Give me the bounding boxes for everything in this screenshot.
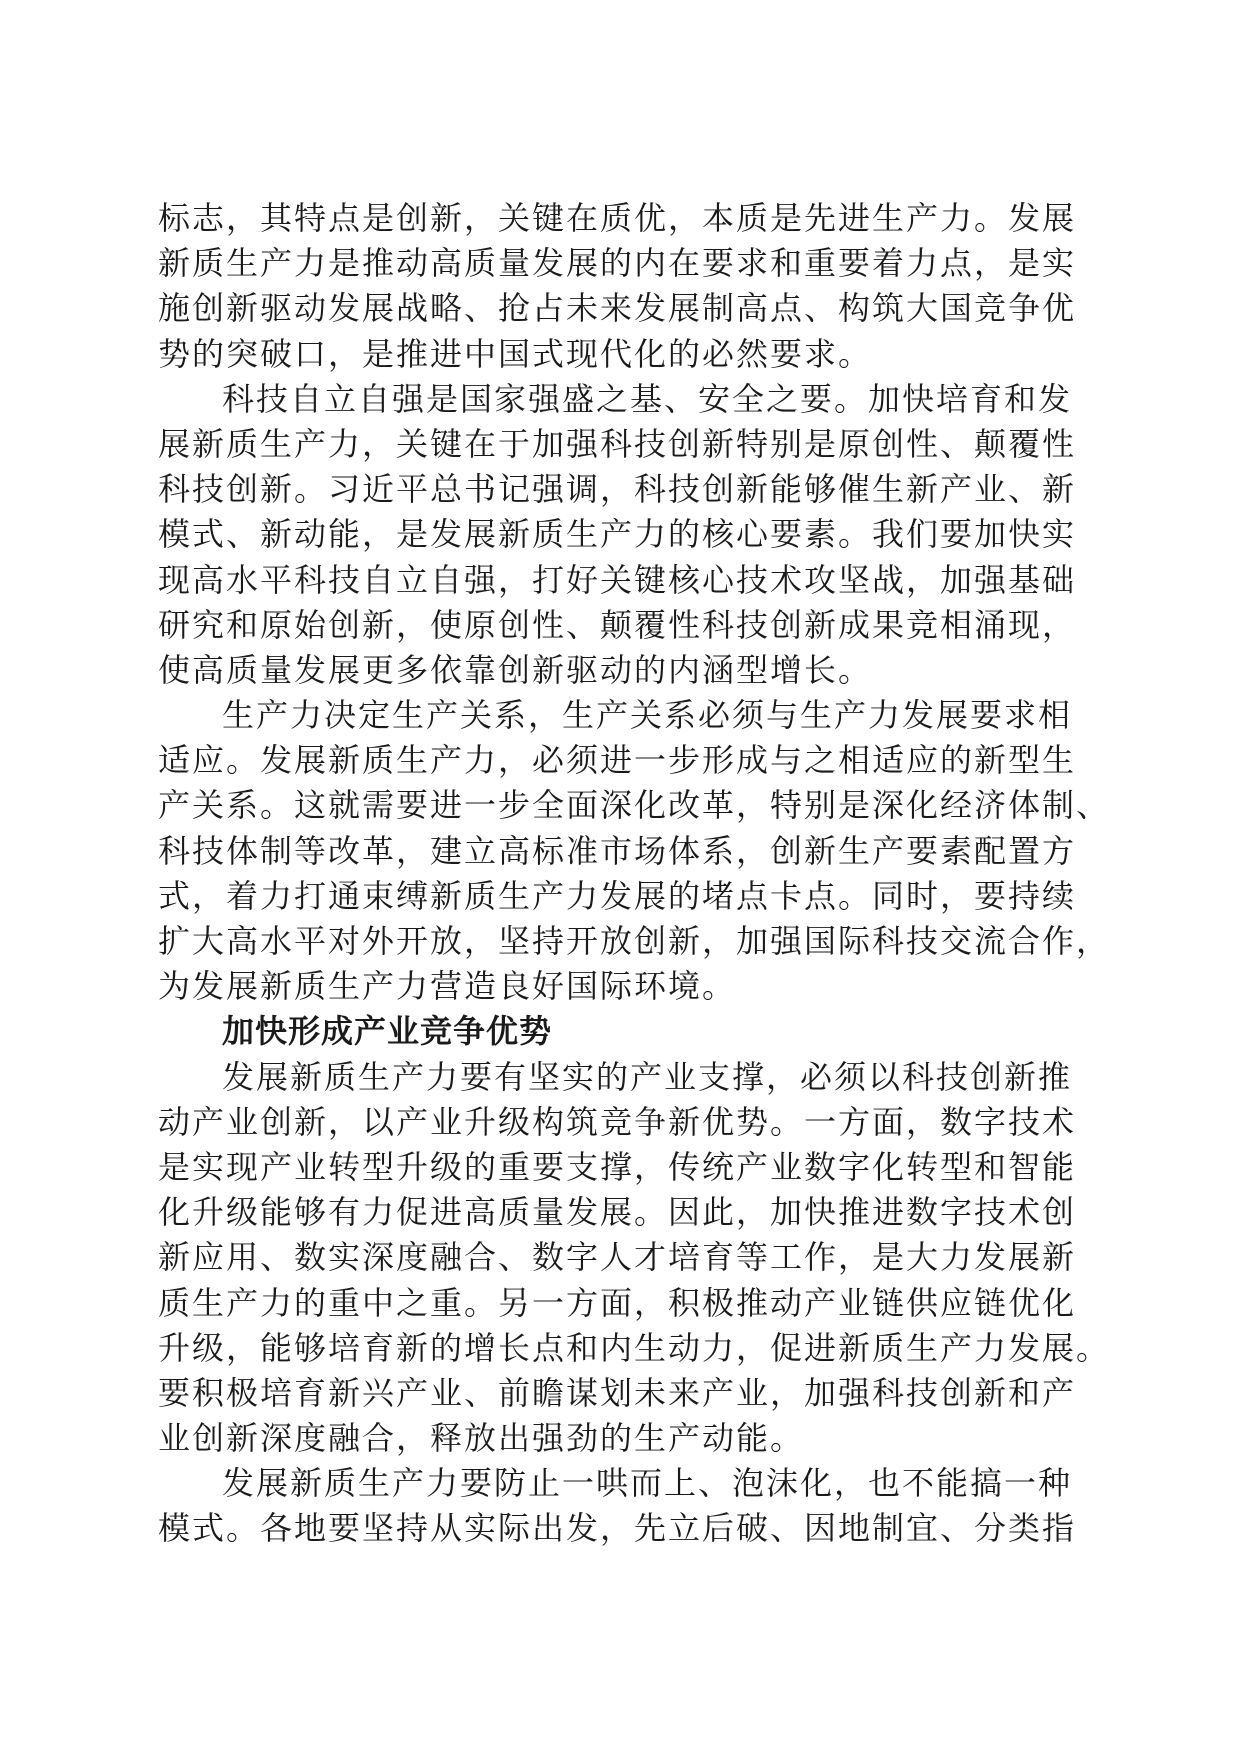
text-line: 产关系。这就需要进一步全面深化改革，特别是深化经济体制、 <box>158 786 1111 825</box>
section-heading: 加快形成产业竞争优势 <box>222 1012 553 1051</box>
text-line: 发展新质生产力要有坚实的产业支撑，必须以科技创新推 <box>222 1057 1073 1096</box>
document-body <box>158 196 1111 1552</box>
text-line: 科技体制等改革，建立高标准市场体系，创新生产要素配置方 <box>158 831 1077 870</box>
text-line: 模式。各地要坚持从实际出发，先立后破、因地制宜、分类指 <box>158 1509 1077 1548</box>
text-line: 为发展新质生产力营造良好国际环境。 <box>158 967 737 1006</box>
text-line: 扩大高水平对外开放，坚持开放创新，加强国际科技交流合作， <box>158 922 1111 960</box>
text-line: 科技创新。习近平总书记强调，科技创新能够催生新产业、新 <box>158 470 1077 509</box>
text-line: 要积极培育新兴产业、前瞻谋划未来产业，加强科技创新和产 <box>158 1373 1077 1412</box>
text-line: 质生产力的重中之重。另一方面，积极推动产业链供应链优化 <box>158 1283 1077 1322</box>
text-line: 施创新驱动发展战略、抢占未来发展制高点、构筑大国竞争优 <box>158 289 1077 328</box>
text-line: 使高质量发展更多依靠创新驱动的内涵型增长。 <box>158 650 873 689</box>
text-line: 升级，能够培育新的增长点和内生动力，促进新质生产力发展。 <box>158 1328 1111 1367</box>
text-line: 式，着力打通束缚新质生产力发展的堵点卡点。同时，要持续 <box>158 876 1077 915</box>
text-line: 展新质生产力，关键在于加强科技创新特别是原创性、颠覆性 <box>158 424 1077 463</box>
text-line: 标志，其特点是创新，关键在质优，本质是先进生产力。发展 <box>158 199 1077 237</box>
text-line: 新质生产力是推动高质量发展的内在要求和重要着力点，是实 <box>158 244 1077 283</box>
text-line: 业创新深度融合，释放出强劲的生产动能。 <box>158 1419 805 1458</box>
text-line: 适应。发展新质生产力，必须进一步形成与之相适应的新型生 <box>158 741 1077 780</box>
text-line: 发展新质生产力要防止一哄而上、泡沫化，也不能搞一种 <box>222 1464 1073 1503</box>
text-line: 势的突破口，是推进中国式现代化的必然要求。 <box>158 334 873 373</box>
text-line: 是实现产业转型升级的重要支撑，传统产业数字化转型和智能 <box>158 1147 1077 1186</box>
text-line: 现高水平科技自立自强，打好关键核心技术攻坚战，加强基础 <box>158 560 1077 599</box>
text-line: 动产业创新，以产业升级构筑竞争新优势。一方面，数字技术 <box>158 1102 1077 1141</box>
text-line: 模式、新动能，是发展新质生产力的核心要素。我们要加快实 <box>158 515 1077 554</box>
text-line: 研究和原始创新，使原创性、颠覆性科技创新成果竞相涌现， <box>158 605 1077 644</box>
text-line: 化升级能够有力促进高质量发展。因此，加快推进数字技术创 <box>158 1193 1077 1232</box>
text-line: 生产力决定生产关系，生产关系必须与生产力发展要求相 <box>222 696 1073 735</box>
text-line: 新应用、数实深度融合、数字人才培育等工作，是大力发展新 <box>158 1238 1077 1277</box>
text-line: 科技自立自强是国家强盛之基、安全之要。加快培育和发 <box>222 379 1073 418</box>
